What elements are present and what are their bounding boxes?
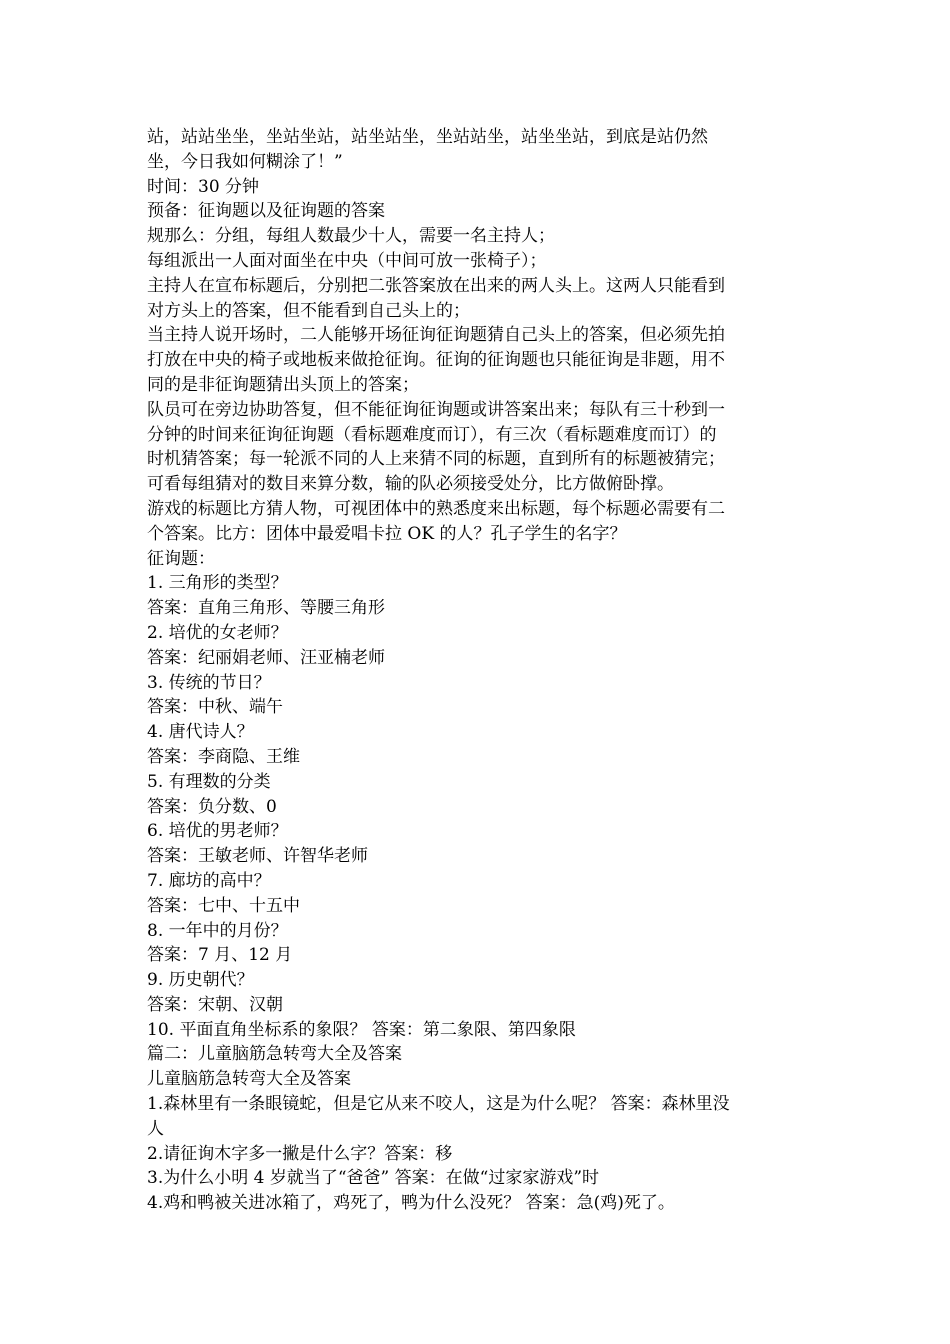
text-line: 坐，今日我如何糊涂了！” xyxy=(147,151,343,172)
answer-line: 答案：七中、十五中 xyxy=(147,895,300,916)
text-line: 时间：30 分钟 xyxy=(147,176,260,197)
riddle-line: 4.鸡和鸭被关进冰箱了，鸡死了，鸭为什么没死？ 答案：急(鸡)死了。 xyxy=(147,1193,675,1214)
question-answer-line: 10. 平面直角坐标系的象限？ 答案：第二象限、第四象限 xyxy=(147,1019,576,1040)
text-line: 个答案。比方：团体中最爱唱卡拉 OK 的人？孔子学生的名字？ xyxy=(147,523,627,544)
question-line: 7. 廊坊的高中？ xyxy=(147,870,271,891)
text-line: 同的是非征询题猜出头顶上的答案； xyxy=(147,374,419,395)
answer-line: 答案：负分数、0 xyxy=(147,796,277,817)
question-line: 8. 一年中的月份？ xyxy=(147,920,288,941)
riddle-line: 人 xyxy=(147,1118,164,1139)
text-line: 分钟的时间来征询征询题（看标题难度而订），有三次（看标题难度而订）的 xyxy=(147,424,717,445)
text-line: 当主持人说开场时，二人能够开场征询征询题猜自己头上的答案，但必须先拍 xyxy=(147,325,725,346)
answer-line: 答案：7 月、12 月 xyxy=(147,945,293,966)
answer-line: 答案：王敏老师、许智华老师 xyxy=(147,846,368,867)
text-line: 站，站站坐坐，坐站坐站，站坐站坐，坐站站坐，站坐坐站，到底是站仍然 xyxy=(147,127,708,147)
text-line: 队员可在旁边协助答复，但不能征询征询题或讲答案出来；每队有三十秒到一 xyxy=(147,399,725,420)
section-heading: 征询题： xyxy=(147,548,215,569)
question-line: 3. 传统的节日？ xyxy=(147,672,271,693)
section-heading: 篇二：儿童脑筋急转弯大全及答案 xyxy=(147,1044,402,1065)
text-line: 可看每组猜对的数目来算分数，输的队必须接受处分，比方做俯卧撑。 xyxy=(147,474,674,495)
riddle-line: 2.请征询木字多一撇是什么字？答案：移 xyxy=(147,1143,453,1164)
question-line: 1. 三角形的类型？ xyxy=(147,573,288,594)
section-title: 儿童脑筋急转弯大全及答案 xyxy=(147,1069,351,1090)
question-line: 5. 有理数的分类 xyxy=(147,771,271,792)
answer-line: 答案：直角三角形、等腰三角形 xyxy=(147,598,385,619)
riddle-line: 3.为什么小明 4 岁就当了“爸爸” 答案：在做“过家家游戏”时 xyxy=(147,1168,600,1189)
text-line: 规那么：分组，每组人数最少十人，需要一名主持人； xyxy=(147,226,555,247)
riddle-line: 1.森林里有一条眼镜蛇，但是它从来不咬人，这是为什么呢？ 答案：森林里没 xyxy=(147,1094,730,1115)
question-line: 2. 培优的女老师？ xyxy=(147,622,288,643)
question-line: 4. 唐代诗人？ xyxy=(147,722,254,743)
text-line: 游戏的标题比方猜人物，可视团体中的熟悉度来出标题，每个标题必需要有二 xyxy=(147,498,725,519)
document-body xyxy=(147,125,807,1216)
text-line: 预备：征询题以及征询题的答案 xyxy=(147,201,385,222)
text-line: 对方头上的答案，但不能看到自己头上的； xyxy=(147,300,470,321)
answer-line: 答案：中秋、端午 xyxy=(147,697,283,718)
answer-line: 答案：宋朝、汉朝 xyxy=(147,994,283,1015)
answer-line: 答案：纪丽娟老师、汪亚楠老师 xyxy=(147,647,385,668)
text-line: 每组派出一人面对面坐在中央（中间可放一张椅子）； xyxy=(147,250,547,271)
text-line: 时机猜答案；每一轮派不同的人上来猜不同的标题，直到所有的标题被猜完； xyxy=(147,449,725,470)
question-line: 6. 培优的男老师？ xyxy=(147,821,288,842)
text-line: 主持人在宣布标题后，分别把二张答案放在出来的两人头上。这两人只能看到 xyxy=(147,275,725,296)
question-line: 9. 历史朝代？ xyxy=(147,970,254,991)
answer-line: 答案：李商隐、王维 xyxy=(147,746,300,767)
text-line: 打放在中央的椅子或地板来做抢征询。征询的征询题也只能征询是非题，用不 xyxy=(147,350,725,371)
